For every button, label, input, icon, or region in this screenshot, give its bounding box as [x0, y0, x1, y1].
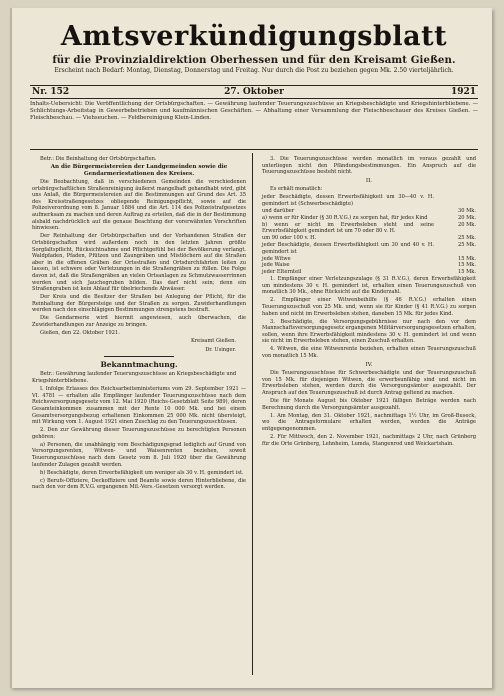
row-label: jede Waise [262, 262, 290, 269]
addressee-heading: An die Bürgermeistereien der Landgemeinden sowie die Gendarmeriestationen des Kreises. [50, 164, 228, 178]
row-amount: 30 Mk. [457, 208, 476, 215]
row-label: a) wenn er für Kinder (§ 30 R.V.G.) zu sorgen hat, für jedes Kind [262, 214, 428, 221]
paragraph: 1. Empfänger einer Verletzungszulage (§ 31 R.V.G.), deren Erwerbsfähigkeit um mindestens 30 v. H. gemindert ist, erhalten einen Teuerungszuschuß von monatlich 30 Mk., ohne Rücksicht auf die Kinderzahl. [262, 276, 476, 296]
table-row [262, 235, 476, 242]
newspaper-subtitle: für die Provinzialdirektion Oberhessen und für den Kreisamt Gießen. [52, 54, 456, 66]
allowance-table [262, 194, 476, 276]
paragraph: Die Beobachtung, daß in verschiedenen Gemeinden die verschiedenen ortsbürgschaftlichen Straßenreinigung äußerst mangelhaft gehandhabt wird, gibt uns Anlaß, die Bürgermeistereien auf die Bestimmungen auf Grund des Art. 35 des Kreisstraßengesetzes obliegende Reinigungspflicht, sowie auf die Polizeiverordnung vom 8. Januar 1884 und die Art. 114 des Polizeistrafgesetzes aufmerksam zu machen und deren Auftrag zu erteilen, daß die in der Bestimmung alsbald nachdrücklich auf die genaue Beachtung der vorerwähnten Vorschriften hinwiesen. [32, 179, 246, 232]
table-heading: Es erhält monatlich: [270, 186, 323, 193]
paragraph: 2. Für Mittwoch, den 2. November 1921, nachmittags 2 Uhr, nach Grünberg für die Orte Grünberg, Lehnheim, Lumda, Stangenrod und Weickartshain. [262, 434, 476, 447]
issue-bar [30, 85, 478, 99]
row-amount: 25 Mk. [457, 242, 476, 249]
row-label: jeder Elternteil [262, 269, 302, 276]
paragraph: 4. Witwen, die eine Witwenrente beziehen, erhalten einen Teuerungszuschuß von monatlich 15 Mk. [262, 346, 476, 360]
paragraph: Die Teuerungszuschüsse für Schwerbeschädigte und der Teuerungszuschuß von 15 Mk. für diejenigen Witwen, die erwerbsunfähig sind und nicht im Erwerbsleben stehen, werden durch die Versorgungsämter ausgezahlt. Der Anspruch auf den Teuerungszuschuß ist durch Antrag geltend zu machen. [262, 370, 476, 397]
signature-office: Kreisamt Gießen. [190, 338, 236, 345]
paragraph: 2. Den zur Gewährung dieser Teuerungszuschüsse zu berechtigten Personen gehören: [32, 427, 246, 440]
row-label: und darüber [262, 208, 295, 215]
masthead [30, 20, 478, 75]
subject-line: Betr.: Die Beinhaltung der Ortsbürgschaften. [40, 156, 157, 162]
row-label: jeder Beschädigte, dessen Erwerbsfähigkeit um 30 und 40 v. H. gemindert ist [262, 242, 434, 255]
separator [104, 356, 174, 357]
table-row [262, 262, 476, 269]
right-column [262, 156, 476, 449]
table-row [262, 242, 476, 256]
row-amount: 20 Mk. [457, 221, 476, 228]
row-amount: 15 Mk. [457, 262, 476, 269]
section-number: II. [365, 177, 373, 184]
paragraph: 1. Am Montag, den 31. Oktober 1921, nachmittags 1½ Uhr, im Groß-Buseck, wo die Antragsformulare erhalten werden, werden die Anträge entgegengenommen. [262, 412, 476, 432]
publication-note: Erscheint nach Bedarf: Montag, Dienstag, Donnerstag und Freitag. Nur durch die Post zu beziehen gegen Mk. 2.50 vierteljährlich. [54, 67, 454, 74]
list-item: a) Personen, die unabhängig vom Beschädigungsgrad lediglich auf Grund von Versorgungsrenten, Witwen- und Waisenrenten beziehen, soweit Teuerungszuschüsse nach dem Gesetz vom 8. Juli 1920 über die Gewährung laufender Zulagen gezahlt werden. [32, 441, 246, 468]
row-amount: 20 Mk. [457, 214, 476, 221]
row-amount: 15 Mk. [457, 269, 476, 276]
paragraph: I. Infolge Erlasses des Reichsarbeitsministeriums vom 29. September 1921 — VI. 4781 — erhalten alle Empfänger laufender Teuerungszuschüsse nach dem Reichsversorgungsgesetz vom 12. Mai 1920 (Reichs-Gesetzblatt Seite 989), deren Gesamteinkommen zusammen mit der Rente 10 000 Mk. und bei einem Gesamtversorgungsbezug erhaltenen Einkommen 25 000 Mk. nicht übersteigt, mit Wirkung vom 1. August 1921 einen Zuschlag zu den Teuerungszuschüssen. [32, 386, 246, 426]
row-label: jeder Beschädigte, dessen Erwerbsfähigkeit um 30—40 v. H. gemindert ist (Schwerbeschädigte) [262, 194, 434, 208]
section-number: IV. [365, 361, 373, 368]
paragraph: 2. Empfänger einer Witwenbeihilfe (§ 46 R.V.G.) erhalten einen Teuerungszuschuß von 25 Mk. und, wenn sie für Kinder (§ 41 R.V.G.) zu sorgen haben und nicht im Erwerbsleben stehen, daneben 15 Mk. für jedes Kind. [262, 297, 476, 317]
table-row [262, 215, 476, 222]
table-row [262, 208, 476, 215]
paragraph: 3. Beschädigte, die Versorgungsgebührnisse nur nach den vor dem Mannschaftsversorgungsgesetz ergangenen Militärversorgungsgesetzen erhalten, sollen, wenn ihre Erwerbsfähigkeit mindestens 30 v. H. gemindert ist und wenn sie nicht im Erwerbsleben stehen, einen Zuschuß erhalten. [262, 318, 476, 345]
signature-place-date: Gießen, den 22. Oktober 1921. [40, 330, 120, 337]
paragraph: Die Gendarmerie wird hiermit angewiesen, auch überwachen, die Zuwiderhandlungen zur Anzeige zu bringen. [32, 315, 246, 329]
section-divider [30, 149, 478, 150]
paragraph: Die für Monate August bis Oktober 1921 fälligen Beträge werden nach Berechnung durch die Versorgungsämter ausgezahlt. [262, 398, 476, 411]
table-row [262, 256, 476, 263]
list-item: c) Berufs-Offiziere, Deckoffiziere und Beamte sowie deren Hinterbliebene, die nach den vor dem R.V.G. ergangenen Mil.-Vers.-Gesetzen versorgt werden. [32, 477, 246, 491]
paragraph: Der Reinhaltung der Ortsbürgschaften und der Vorhandenen Straßen der Ortsbürgschaften wird außerdem noch in den letzten Jahren größte Sorgfaltspflicht, Rücksichtnahme und Pflichtgefühl bei der Bevölkerung verlangt. Waldpfaden, Pfaden, Pfützen und Zaungräben und Mistlöchern auf die Straßen aber in die offenen Gräben der Ortsstraßen und Ortsdurchfahrten leiten zu lassen, ist schwere oder Verletzungen in die Straßengräben zu füllen. Die Folge davon ist, daß die Straßengräben an vielen Ortsanlagen zu Schmutzwasserrinnen werden und sich Jauchegruben bilden. Das darf nicht sein; denn ein Straßengraben ist kein Ablauf für übelriechende Abwässer. [32, 233, 246, 293]
row-amount: 25 Mk. [457, 235, 476, 242]
list-item: b) Beschädigte, deren Erwerbsfähigkeit um weniger als 30 v. H. gemindert ist. [40, 469, 244, 476]
paragraph: 3. Die Teuerungszuschüsse werden monatlich im voraus gezahlt und unterliegen nicht den Pfändungsbestimmungen. Ein Anspruch auf die Teuerungszuschüsse besteht nicht. [262, 156, 476, 176]
row-amount: 15 Mk. [457, 255, 476, 262]
signature-name: Dr. Usinger. [205, 346, 236, 353]
row-label: um 90 oder 100 v. H. [262, 235, 317, 242]
left-column [32, 156, 246, 493]
issue-year: 1921 [450, 87, 476, 97]
issue-date: 27. Oktober [224, 87, 284, 97]
newspaper-title: Amtsverkündigungsblatt [60, 21, 448, 52]
issue-number: Nr. 152 [32, 87, 70, 97]
table-row [262, 222, 476, 236]
table-row [262, 269, 476, 276]
row-amount [434, 194, 476, 208]
row-label: b) wenn er nicht im Erwerbsleben steht und seine Erwerbsfähigkeit gemindert ist um 70 oder 80 v. H. [262, 221, 434, 235]
table-of-contents: Inhalts-Uebersicht: Die Veröffentlichung der Ortsbürgschaften. — Gewährung laufender Teuerungszuschüsse an Kriegsbeschädigte und Kriegshinterbliebene. — Schlichtungs-Arbeitstag in Gewerbebetrieben und kaufmännischen Geschäften. — Abhaltung einer Versammlung der Fleischbeschauer des Kreises Gießen. — Fleischbeschau. — Viehseuchen. — Feldbereinigung Klein-Linden. [30, 101, 478, 121]
table-row [262, 194, 476, 208]
section-heading: Bekanntmachung. [100, 360, 178, 370]
paragraph: Der Kreis und die Besitzer der Straßen bei Anlegung der Pflicht, für die Reinhaltung der Bürgersteige und der Straßen zu sorgen. Zuwiderhandlungen werden nach den einschlägigen Bestimmungen strengstens bestraft. [32, 294, 246, 314]
subject-line: Betr.: Gewährung laufender Teuerungszuschüsse an Kriegsbeschädigte und Kriegshinterbliebene. [32, 371, 237, 385]
row-label: jede Witwe [262, 255, 291, 262]
newspaper-page [10, 8, 492, 688]
column-divider [252, 153, 253, 675]
